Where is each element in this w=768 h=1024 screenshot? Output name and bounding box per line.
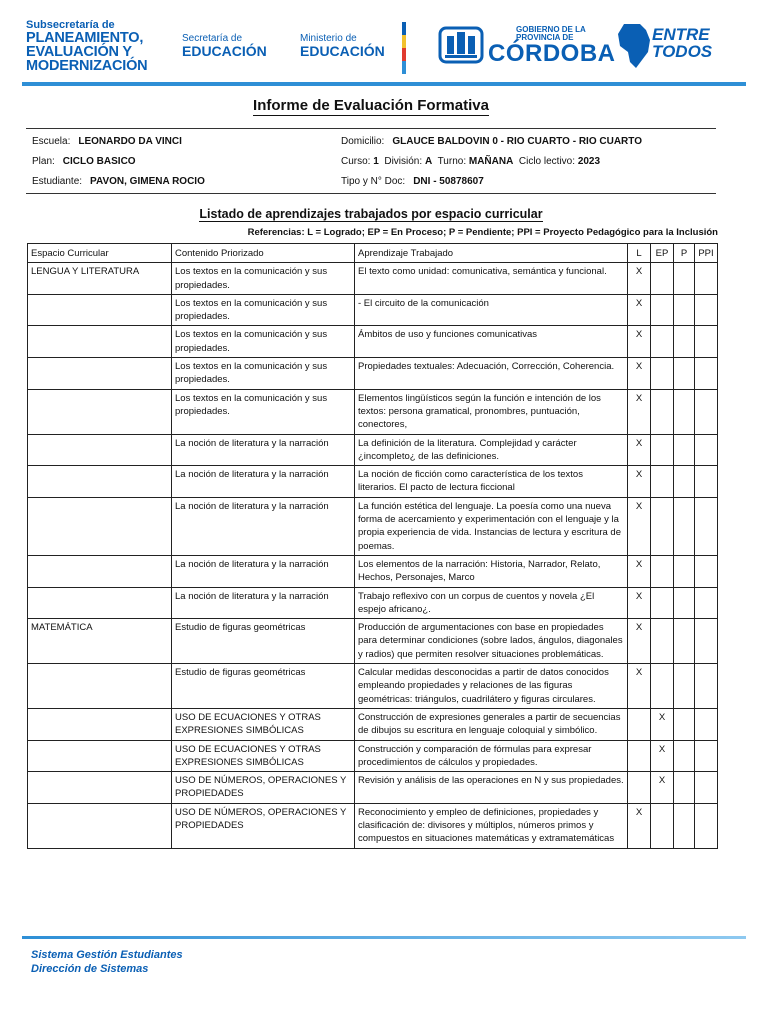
table-row [28,708,718,740]
table-row [28,772,718,804]
table-cell-aprendizaje: Propiedades textuales: Adecuación, Corrección, Coherencia. [355,358,628,390]
table-cell-contenido: Los textos en la comunicación y sus propiedades. [172,294,355,326]
table-cell-ep: X [651,708,674,740]
table-cell-ppi [695,740,718,772]
table-cell-ppi [695,664,718,709]
table-cell-l: X [628,497,651,555]
table-cell-ppi [695,466,718,498]
page-title: Informe de Evaluación Formativa [253,97,489,114]
table-cell-ppi [695,619,718,664]
table-cell-p [674,740,695,772]
table-cell-ep [651,389,674,434]
table-cell-ep: X [651,740,674,772]
table-cell-espacio [28,664,172,709]
table-cell-contenido: La noción de literatura y la narración [172,497,355,555]
subsecretaria-logo: Subsecretaría de PLANEAMIENTO, EVALUACIÓN Y MODERNIZACIÓN [26,19,148,74]
student-info-panel [26,128,716,194]
table-cell-l: X [628,587,651,619]
table-cell-contenido: USO DE NÚMEROS, OPERACIONES Y PROPIEDADES [172,772,355,804]
table-cell-p [674,555,695,587]
section-subtitle: Listado de aprendizajes trabajados por espacio curricular [199,207,543,221]
table-cell-contenido: USO DE ECUACIONES Y OTRAS EXPRESIONES SIMBÓLICAS [172,708,355,740]
table-cell-ppi [695,358,718,390]
table-cell-ppi [695,555,718,587]
table-cell-l: X [628,664,651,709]
table-cell-ppi [695,434,718,466]
table-row [28,263,718,295]
ministerio-logo: Ministerio de EDUCACIÓN [300,33,385,59]
table-cell-ppi [695,389,718,434]
table-row [28,294,718,326]
estudiante-row: Estudiante: PAVON, GIMENA ROCIO [32,176,205,187]
footer-divider [22,936,746,939]
table-cell-p [674,434,695,466]
table-cell-l [628,740,651,772]
table-cell-ep [651,434,674,466]
table-cell-l: X [628,358,651,390]
table-cell-espacio [28,358,172,390]
cordoba-seal-icon [438,24,484,66]
table-cell-ep [651,803,674,848]
table-row [28,466,718,498]
table-cell-p [674,466,695,498]
table-cell-espacio [28,740,172,772]
table-cell-p [674,294,695,326]
header-divider [22,82,746,86]
column-header: EP [651,244,674,263]
table-cell-espacio [28,497,172,555]
table-cell-l: X [628,803,651,848]
table-cell-p [674,619,695,664]
documento-row: Tipo y N° Doc: DNI - 50878607 [341,176,484,187]
table-cell-aprendizaje: La noción de ficción como característica de los textos literarios. El pacto de lectura ficcional [355,466,628,498]
table-row [28,664,718,709]
table-cell-aprendizaje: Elementos lingüísticos según la función e intención de los textos: persona gramatical, pronombres, puntuación, conectores, [355,389,628,434]
table-cell-aprendizaje: Calcular medidas desconocidas a partir de datos conocidos empleando propiedades y relaciones de las figuras geométricas: triángulos, cuadrilátero y figuras circulares. [355,664,628,709]
table-cell-l: X [628,389,651,434]
table-row [28,326,718,358]
table-row [28,358,718,390]
table-cell-espacio [28,434,172,466]
table-cell-aprendizaje: Ámbitos de uso y funciones comunicativas [355,326,628,358]
table-cell-espacio [28,466,172,498]
table-row [28,389,718,434]
table-cell-espacio [28,294,172,326]
table-cell-ppi [695,587,718,619]
table-cell-ppi [695,263,718,295]
table-cell-espacio: MATEMÁTICA [28,619,172,664]
table-cell-ep [651,664,674,709]
table-cell-p [674,772,695,804]
table-cell-aprendizaje: Construcción y comparación de fórmulas para expresar procedimientos de cálculos y propiedades. [355,740,628,772]
table-cell-contenido: Estudio de figuras geométricas [172,664,355,709]
table-header-row [28,244,718,263]
table-cell-espacio [28,708,172,740]
table-cell-ppi [695,497,718,555]
table-cell-ppi [695,803,718,848]
table-cell-contenido: Los textos en la comunicación y sus propiedades. [172,263,355,295]
table-cell-ep [651,466,674,498]
table-cell-p [674,497,695,555]
table-cell-l: X [628,263,651,295]
column-header: PPI [695,244,718,263]
references-legend: Referencias: L = Logrado; EP = En Proceso; P = Pendiente; PPI = Proyecto Pedagógico para la Inclusión [247,227,718,238]
table-cell-contenido: Los textos en la comunicación y sus propiedades. [172,326,355,358]
table-cell-contenido: La noción de literatura y la narración [172,434,355,466]
table-cell-l [628,772,651,804]
table-cell-espacio [28,555,172,587]
table-row [28,587,718,619]
domicilio-row: Domicilio: GLAUCE BALDOVIN 0 - RIO CUARTO - RIO CUARTO [341,136,642,147]
table-cell-contenido: USO DE NÚMEROS, OPERACIONES Y PROPIEDADES [172,803,355,848]
table-row [28,740,718,772]
table-cell-p [674,587,695,619]
table-cell-contenido: La noción de literatura y la narración [172,555,355,587]
table-cell-aprendizaje: La función estética del lenguaje. La poesía como una nueva forma de acercamiento y experimentación con el lenguaje y la propia experiencia de vida. Instancias de lectura y escritura de poemas. [355,497,628,555]
table-cell-espacio [28,803,172,848]
gobierno-cordoba-logo: GOBIERNO DE LA PROVINCIA DE CÓRDOBA [488,25,616,67]
table-cell-contenido: USO DE ECUACIONES Y OTRAS EXPRESIONES SIMBÓLICAS [172,740,355,772]
table-cell-l: X [628,555,651,587]
table-cell-contenido: Los textos en la comunicación y sus propiedades. [172,389,355,434]
table-cell-ppi [695,294,718,326]
table-cell-espacio [28,587,172,619]
table-cell-l: X [628,294,651,326]
table-cell-ep [651,326,674,358]
table-cell-ep [651,358,674,390]
secretaria-logo: Secretaría de EDUCACIÓN [182,33,267,59]
table-body [28,263,718,848]
table-cell-ep [651,587,674,619]
table-cell-aprendizaje: Revisión y análisis de las operaciones en N y sus propiedades. [355,772,628,804]
table-cell-espacio [28,772,172,804]
table-cell-ppi [695,772,718,804]
table-cell-ep [651,294,674,326]
table-cell-l: X [628,434,651,466]
table-cell-aprendizaje: Reconocimiento y empleo de definiciones, propiedades y clasificación de: divisores y múltiplos, números primos y compuestos en situaciones matemáticas y extramatemáticas [355,803,628,848]
table-cell-espacio [28,326,172,358]
table-cell-l [628,708,651,740]
table-cell-ep [651,497,674,555]
table-cell-aprendizaje: La definición de la literatura. Complejidad y carácter ¿incompleto¿ de las definiciones. [355,434,628,466]
table-cell-aprendizaje: Construcción de expresiones generales a partir de secuencias de dibujos su escritura en lenguaje coloquial y simbólico. [355,708,628,740]
page-footer: Sistema Gestión Estudiantes Dirección de Sistemas [31,949,183,975]
plan-row: Plan: CICLO BASICO [32,156,136,167]
table-cell-aprendizaje: Producción de argumentaciones con base en propiedades para determinar condiciones (sobre lados, ángulos, diagonales y radios) que permiten resolver situaciones problemáticas. [355,619,628,664]
column-header: Contenido Priorizado [172,244,355,263]
entre-todos-logo: ENTRE TODOS [652,25,713,61]
table-cell-p [674,803,695,848]
column-header: L [628,244,651,263]
escuela-row: Escuela: LEONARDO DA VINCI [32,136,182,147]
column-header: Espacio Curricular [28,244,172,263]
table-cell-ep [651,263,674,295]
table-cell-ppi [695,708,718,740]
table-cell-p [674,708,695,740]
province-map-icon [616,22,652,70]
table-cell-l: X [628,326,651,358]
learning-table [27,243,718,849]
table-cell-espacio [28,389,172,434]
table-cell-aprendizaje: Trabajo reflexivo con un corpus de cuentos y novela ¿El espejo africano¿. [355,587,628,619]
table-row [28,619,718,664]
table-row [28,434,718,466]
column-header: P [674,244,695,263]
table-cell-contenido: Los textos en la comunicación y sus propiedades. [172,358,355,390]
table-cell-aprendizaje: Los elementos de la narración: Historia, Narrador, Relato, Hechos, Personajes, Marco [355,555,628,587]
table-cell-contenido: Estudio de figuras geométricas [172,619,355,664]
table-cell-p [674,326,695,358]
table-cell-ep: X [651,772,674,804]
column-header: Aprendizaje Trabajado [355,244,628,263]
table-cell-contenido: La noción de literatura y la narración [172,587,355,619]
table-cell-p [674,389,695,434]
table-cell-p [674,263,695,295]
table-row [28,803,718,848]
page-header [0,0,768,82]
table-row [28,555,718,587]
table-cell-p [674,358,695,390]
table-cell-l: X [628,619,651,664]
table-row [28,497,718,555]
table-cell-ppi [695,326,718,358]
table-cell-l: X [628,466,651,498]
curso-row: Curso: 1 División: A Turno: MAÑANA Ciclo lectivo: 2023 [341,156,601,167]
table-cell-contenido: La noción de literatura y la narración [172,466,355,498]
table-cell-espacio: LENGUA Y LITERATURA [28,263,172,295]
table-cell-ep [651,619,674,664]
table-cell-aprendizaje: El texto como unidad: comunicativa, semántica y funcional. [355,263,628,295]
flag-stripe-icon [402,22,406,74]
table-cell-ep [651,555,674,587]
table-cell-p [674,664,695,709]
table-cell-aprendizaje: - El circuito de la comunicación [355,294,628,326]
